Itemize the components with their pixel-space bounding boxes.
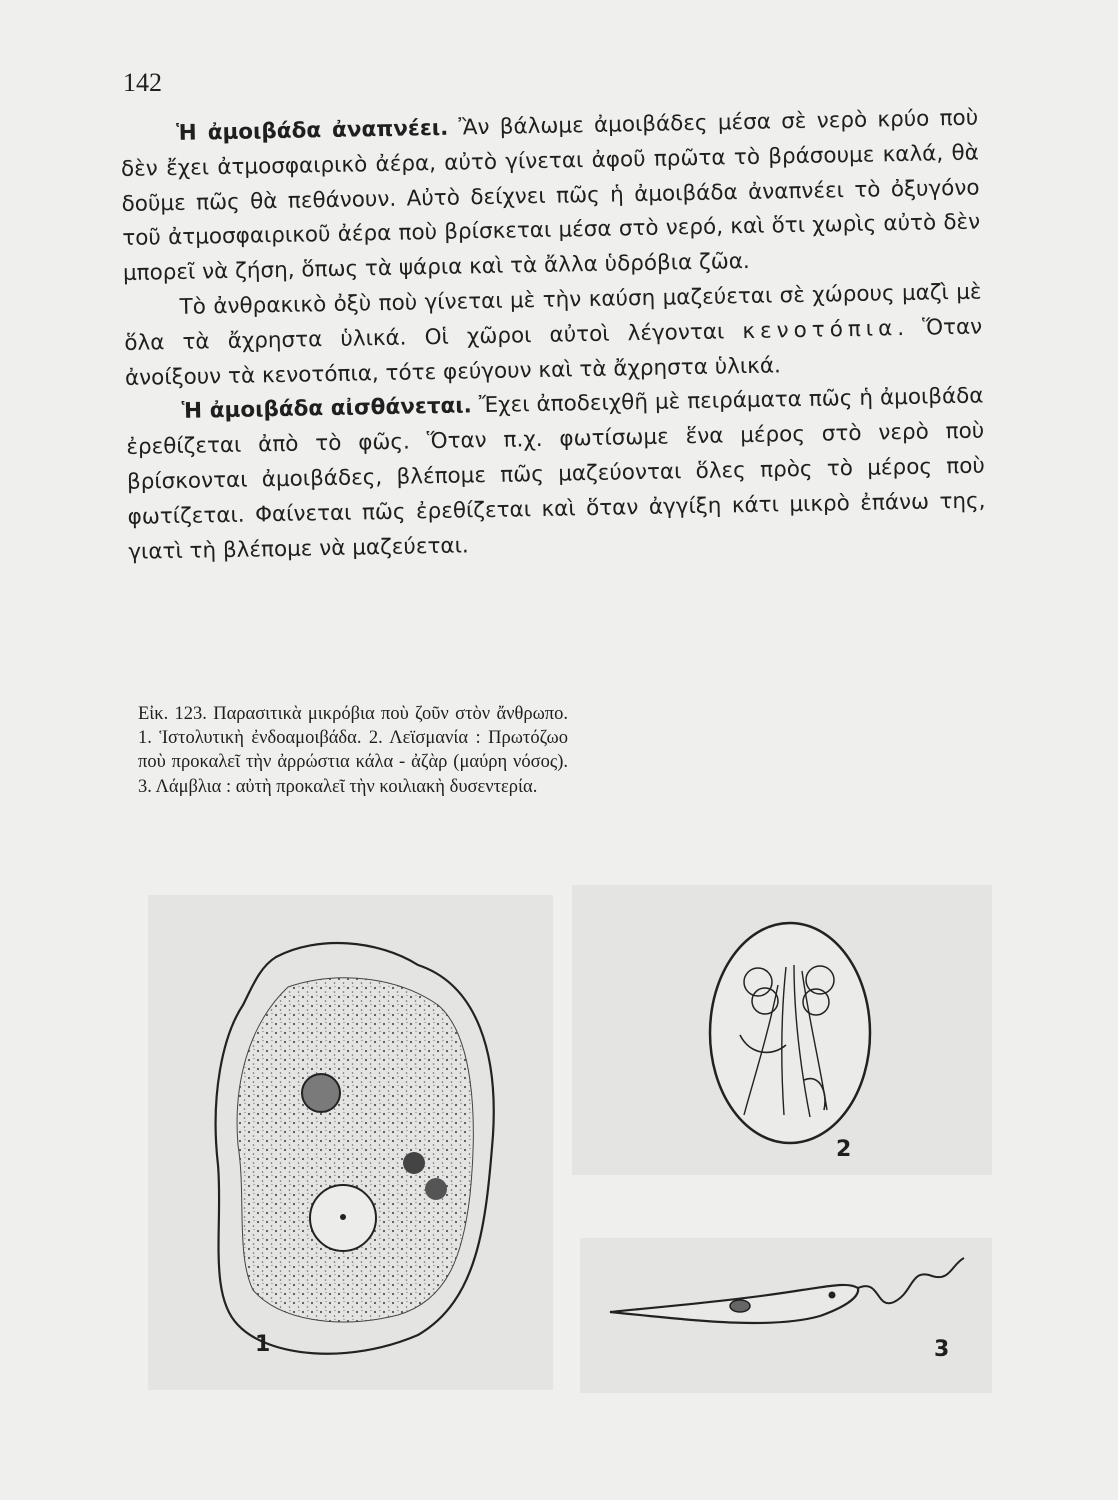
lamblia-flagellum	[858, 1258, 964, 1303]
figure-1-amoeba-illustration	[148, 895, 553, 1390]
figure-1-label: 1	[255, 1332, 271, 1357]
leishmania-cell	[710, 923, 870, 1143]
figure-caption: Εἰκ. 123. Παρασιτικὰ μικρόβια ποὺ ζοῦν στὸν ἄνθρωπο. 1. Ἱστολυτικὴ ἐνδοαμοιβάδα. 2. Λεϊσμανία : Πρωτόζωο ποὺ προκαλεῖ τὴν ἀρρώστια κάλα - ἀζὰρ (μαύρη νόσος). 3. Λάμβλια : αὐτὴ προκαλεῖ τὴν κοιλιακὴ δυσεντερία.	[138, 704, 568, 797]
lamblia-granule	[829, 1292, 836, 1299]
term-vacuoles: κενοτόπια	[742, 315, 898, 344]
figure-3-lamblia-illustration	[580, 1238, 992, 1393]
amoeba-vacuole-2	[403, 1152, 425, 1174]
figure-2-label: 2	[836, 1137, 852, 1162]
amoeba-vacuole-1	[302, 1074, 340, 1112]
figure-2-leishmania-illustration	[572, 885, 992, 1175]
heading-respiration: Ἡ ἀμοιβάδα ἀναπνέει.	[176, 115, 449, 146]
paragraph-respiration-text: Ἂν βάλωμε ἀμοιβάδες μέσα σὲ νερὸ κρύο ποὺ δὲν ἔχει ἀτμοσφαιρικὸ ἀέρα, αὐτὸ γίνεται ἀφοῦ πρῶτα τὸ βράσουμε καλά, θὰ δοῦμε πῶς θὰ πεθάνουν. Αὐτὸ δείχνει πῶς ἡ ἀμοιβάδα ἀναπνέει τὸ ὀξυγόνο τοῦ ἀτμοσφαιρικοῦ ἀέρα ποὺ βρίσκεται μέσα στὸ νερό, καὶ ὅτι χωρὶς αὐτὸ δὲν μπορεῖ νὰ ζήση, ὅπως τὰ ψάρια καὶ τὰ ἄλλα ὑδρόβια ζῶα.	[120, 105, 981, 287]
heading-sensation: Ἡ ἀμοιβάδα αἰσθάνεται.	[181, 393, 473, 425]
figure-3-label: 3	[934, 1337, 950, 1362]
paragraph-sensation	[125, 380, 986, 570]
lamblia-nucleus	[730, 1300, 750, 1312]
paragraph-vacuoles	[123, 275, 983, 396]
page-number: 142	[123, 68, 162, 97]
paragraph-respiration	[120, 102, 981, 292]
amoeba-endoplasm	[237, 978, 473, 1322]
amoeba-vacuole-3	[425, 1178, 447, 1200]
paragraph-sensation-text: Ἔχει ἀποδειχθῆ μὲ πειράματα πῶς ἡ ἀμοιβάδα ἐρεθίζεται ἀπὸ τὸ φῶς. Ὅταν π.χ. φωτίσωμε ἕνα μέρος στὸ νερὸ ποὺ βρίσκονται ἀμοιβάδες, βλέπομε πῶς μαζεύονται ὅλες πρὸς τὸ μέρος ποὺ φωτίζεται. Φαίνεται πῶς ἐρεθίζεται καὶ ὅταν ἀγγίξη κάτι μικρὸ ἐπάνω της, γιατὶ τὴ βλέπομε νὰ μαζεύεται.	[126, 383, 986, 565]
paragraph-vacuoles-text-b: . Ὅταν ἀνοίξουν τὰ κενοτόπια, τότε φεύγουν καὶ τὰ ἄχρηστα ὑλικά.	[124, 314, 983, 391]
amoeba-nucleolus	[340, 1214, 346, 1220]
paragraph-vacuoles-text-a: Τὸ ἀνθρακικὸ ὀξὺ ποὺ γίνεται μὲ τὴν καύση μαζεύεται σὲ χώρους μαζὶ μὲ ὅλα τὰ ἄχρηστα ὑλικά. Οἱ χῶροι αὐτοὶ λέγονται	[124, 279, 982, 356]
body-text	[120, 102, 987, 571]
